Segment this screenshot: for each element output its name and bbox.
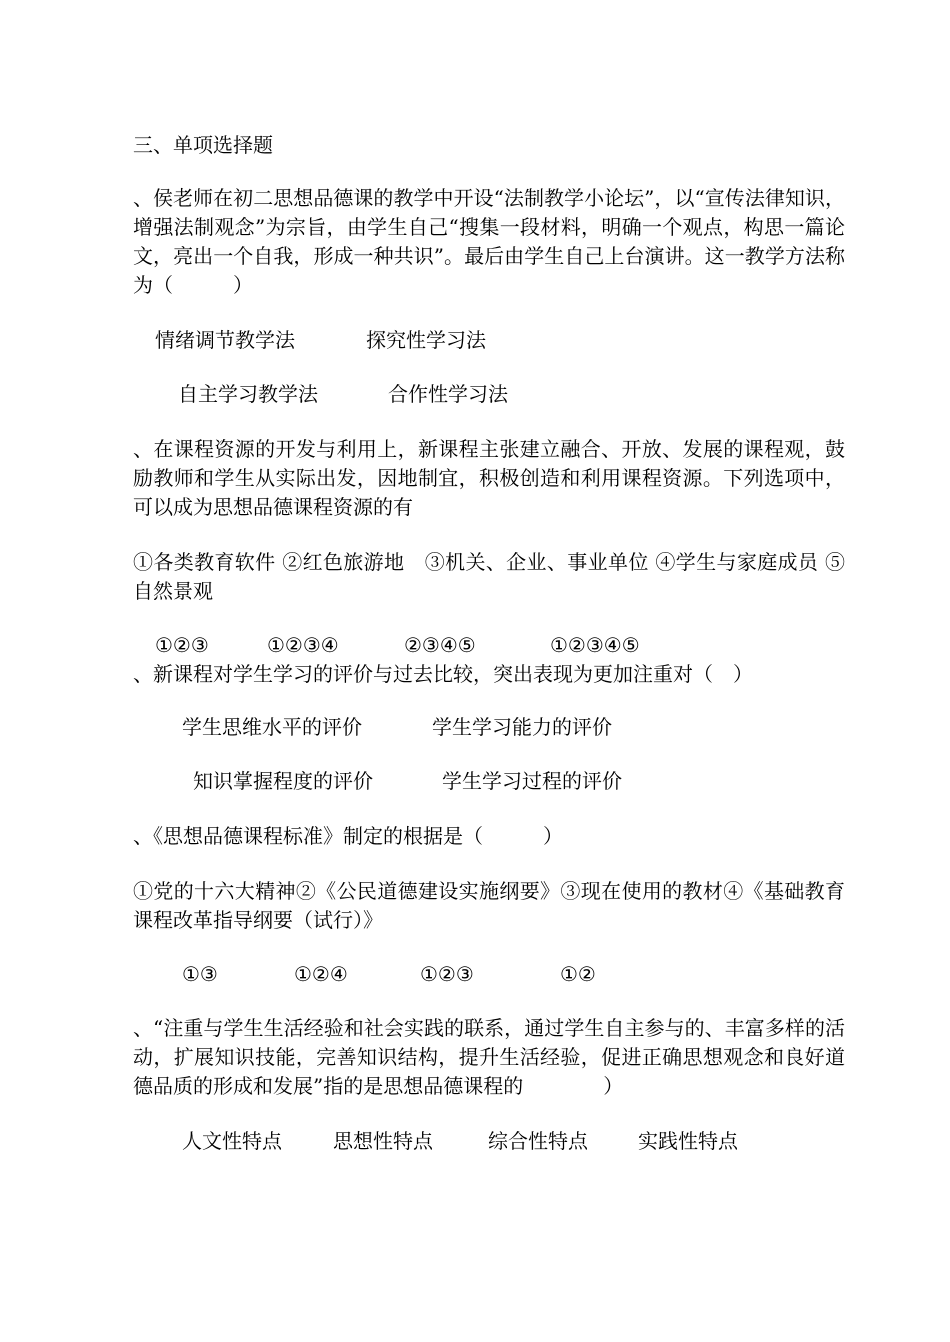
question-5-stem: 、“注重与学生生活经验和社会实践的联系，通过学生自主参与的、丰富多样的活动，扩展知识技能，完善知识结构，提升生活经验，促进正确思想观念和良好道德品质的形成和发展”指的是思想品德课程的 ） [133, 1016, 845, 1098]
question-2-material: ①各类教育软件 ②红色旅游地 ③机关、企业、事业单位 ④学生与家庭成员 ⑤自然景观 [133, 550, 845, 603]
question-3-option-c: 知识掌握程度的评价 [193, 769, 373, 793]
question-1-option-c: 自主学习教学法 [178, 382, 318, 406]
question-1-option-a: 情绪调节教学法 [155, 328, 295, 352]
question-4-material: ①党的十六大精神②《公民道德建设实施纲要》③现在使用的教材④《基础教育课程改革指导纲要（试行）》 [133, 879, 845, 932]
question-4-option-c: ①②③ [420, 962, 474, 986]
question-2-stem: 、在课程资源的开发与利用上，新课程主张建立融合、开放、发展的课程观，鼓励教师和学生从实际出发，因地制宜，积极创造和利用课程资源。下列选项中，可以成为思想品德课程资源的有 [133, 437, 845, 519]
question-4-option-d: ①② [560, 962, 596, 986]
question-1-stem: 、侯老师在初二思想品德课的教学中开设“法制教学小论坛”，以“宣传法律知识，增强法制观念”为宗旨，由学生自己“搜集一段材料，明确一个观点，构思一篇论文，亮出一个自我，形成一种共识”。最后由学生自己上台演讲。这一教学方法称为（ ） [133, 186, 845, 297]
question-4-stem: 、《思想品德课程标准》制定的根据是（ ） [133, 824, 563, 848]
question-5-option-c: 综合性特点 [488, 1129, 588, 1153]
question-5-option-d: 实践性特点 [638, 1129, 738, 1153]
question-4-option-b: ①②④ [294, 962, 348, 986]
question-1-option-d: 合作性学习法 [388, 382, 508, 406]
question-3-option-a: 学生思维水平的评价 [182, 715, 362, 739]
question-2-option-a: ①②③ [155, 633, 209, 657]
question-3-stem: 、新课程对学生学习的评价与过去比较，突出表现为更加注重对（ ） [133, 662, 753, 686]
question-2-option-c: ②③④⑤ [404, 633, 476, 657]
question-4-option-a: ①③ [182, 962, 218, 986]
question-2-option-d: ①②③④⑤ [550, 633, 640, 657]
question-5-option-b: 思想性特点 [333, 1129, 433, 1153]
question-3-option-d: 学生学习过程的评价 [442, 769, 622, 793]
question-2-option-b: ①②③④ [267, 633, 339, 657]
section-title: 三、单项选择题 [133, 133, 273, 157]
question-1-option-b: 探究性学习法 [366, 328, 486, 352]
question-5-option-a: 人文性特点 [182, 1129, 282, 1153]
question-3-option-b: 学生学习能力的评价 [432, 715, 612, 739]
